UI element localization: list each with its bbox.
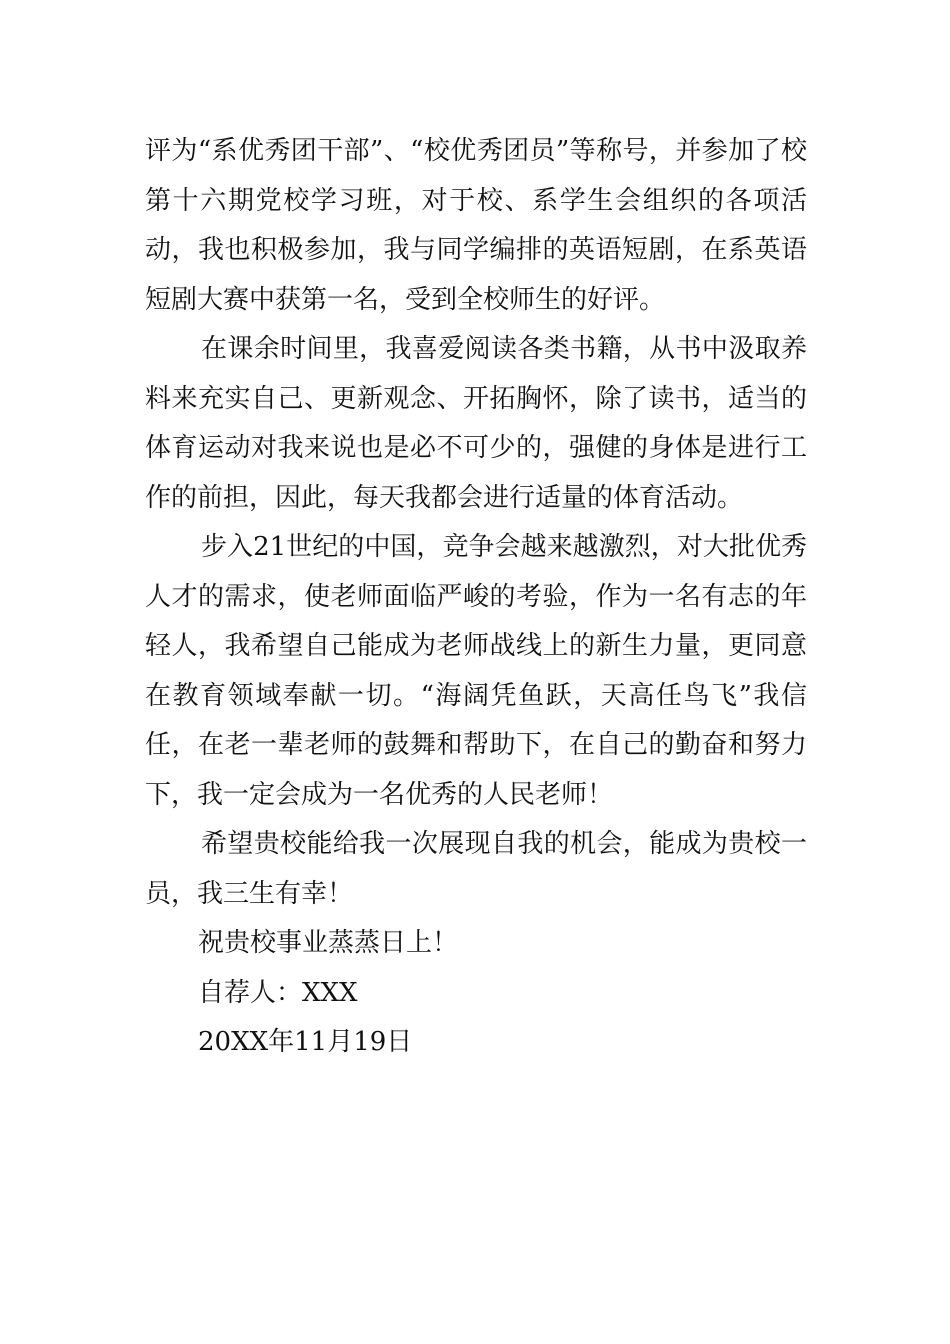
paragraph-honors: 评为“系优秀团干部”、“校优秀团员”等称号，并参加了校第十六期党校学习班，对于校、系学生会组织的各项活动，我也积极参加，我与同学编排的英语短剧，在系英语短剧大赛中获第一名，受到全校师生的好评。 bbox=[145, 136, 807, 315]
date: 20XX年11月19日 bbox=[198, 1027, 413, 1057]
paragraph-aspiration: 步入21世纪的中国，竞争会越来越激烈，对大批优秀人才的需求，使老师面临严峻的考验，作为一名有志的年轻人，我希望自己能成为老师战线上的新生力量，更同意在教育领域奉献一切。“海阔凭鱼跃，天高任鸟飞”我信任，在老一辈老师的鼓舞和帮助下，在自己的勤奋和努力下，我一定会成为一名优秀的人民老师！ bbox=[145, 532, 807, 810]
signature: 自荐人：XXX bbox=[198, 977, 358, 1008]
closing-wish: 祝贵校事业蒸蒸日上！ bbox=[198, 928, 459, 958]
paragraph-reading: 在课余时间里，我喜爱阅读各类书籍，从书中汲取养料来充实自己、更新观念、开拓胸怀，除了读书，适当的体育运动对我来说也是必不可少的，强健的身体是进行工作的前担，因此，每天我都会进行适量的体育活动。 bbox=[145, 334, 807, 513]
letter-body bbox=[145, 127, 807, 1068]
paragraph-request: 希望贵校能给我一次展现自我的机会，能成为贵校一员，我三生有幸！ bbox=[145, 829, 807, 909]
